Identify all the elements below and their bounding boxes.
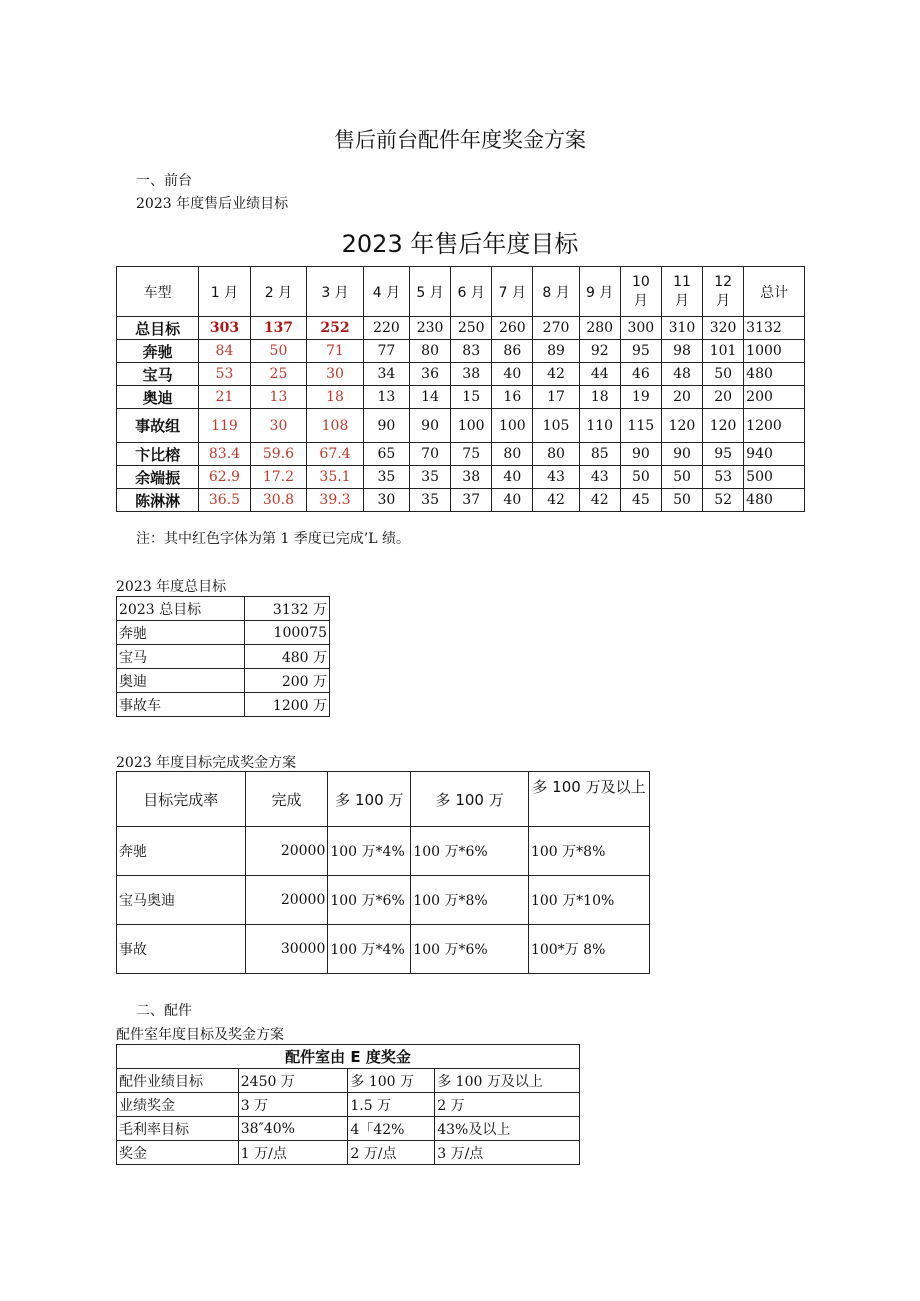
tier2-cell: 100 万*6%: [411, 827, 529, 876]
header-cell: 多 100 万: [328, 772, 411, 827]
tier3-cell: 100 万*8%: [528, 827, 649, 876]
q1-cell: 30: [307, 363, 364, 386]
row-label: 陈淋淋: [117, 489, 199, 512]
row-label: 卞比榕: [117, 443, 199, 466]
header-cell: 6 月: [451, 267, 492, 317]
month-cell: 65: [363, 443, 409, 466]
table-row: [117, 597, 330, 621]
month-cell: 17: [533, 386, 579, 409]
value-cell: 3132 万: [245, 597, 330, 621]
month-cell: 85: [579, 443, 620, 466]
q1-cell: 53: [199, 363, 250, 386]
q1-cell: 303: [199, 317, 250, 340]
row-label: 宝马: [117, 645, 245, 669]
month-cell: 42: [533, 363, 579, 386]
q1-cell: 84: [199, 340, 250, 363]
table-row: [117, 443, 805, 466]
table-row: [117, 621, 330, 645]
total-cell: 200: [744, 386, 805, 409]
total-cell: 3132: [744, 317, 805, 340]
q1-cell: 71: [307, 340, 364, 363]
month-cell: 80: [492, 443, 533, 466]
done-cell: 20000: [245, 827, 328, 876]
month-cell: 20: [703, 386, 744, 409]
header-cell: 7 月: [492, 267, 533, 317]
month-cell: 16: [492, 386, 533, 409]
header-cell: 2 月: [250, 267, 307, 317]
row-label: 配件业绩目标: [117, 1069, 239, 1093]
value-cell: 3 万: [238, 1093, 348, 1117]
row-label: 事故: [117, 925, 246, 974]
value-cell: 2 万: [435, 1093, 580, 1117]
month-cell: 53: [703, 466, 744, 489]
header-cell: 总计: [744, 267, 805, 317]
done-cell: 20000: [245, 876, 328, 925]
total-cell: 480: [744, 489, 805, 512]
header-cell: 10 月: [620, 267, 661, 317]
table-row: [117, 340, 805, 363]
tier1-cell: 100 万*6%: [328, 876, 411, 925]
section-heading-parts: 二、配件: [136, 1003, 192, 1019]
header-cell: 5 月: [410, 267, 451, 317]
month-cell: 120: [703, 409, 744, 443]
row-label: 奔驰: [117, 827, 246, 876]
table3-header-row: [117, 772, 650, 827]
month-cell: 310: [661, 317, 702, 340]
row-label: 奖金: [117, 1141, 239, 1165]
value-cell: 38″40%: [238, 1117, 348, 1141]
table4-header-row: [117, 1045, 580, 1069]
q1-cell: 108: [307, 409, 364, 443]
month-cell: 18: [579, 386, 620, 409]
month-cell: 120: [661, 409, 702, 443]
month-cell: 50: [703, 363, 744, 386]
table-row: [117, 1093, 580, 1117]
month-cell: 90: [410, 409, 451, 443]
q1-cell: 119: [199, 409, 250, 443]
month-cell: 110: [579, 409, 620, 443]
value-cell: 480 万: [245, 645, 330, 669]
table4-title: 配件室年度目标及奖金方案: [116, 1027, 284, 1043]
month-cell: 52: [703, 489, 744, 512]
month-cell: 270: [533, 317, 579, 340]
month-cell: 100: [492, 409, 533, 443]
table-row: [117, 1069, 580, 1093]
parts-bonus-table: [116, 1044, 580, 1165]
row-label: 奔驰: [117, 340, 199, 363]
month-cell: 260: [492, 317, 533, 340]
value-cell: 1200 万: [245, 693, 330, 717]
month-cell: 45: [620, 489, 661, 512]
header-cell: 12 月: [703, 267, 744, 317]
header-cell: 4 月: [363, 267, 409, 317]
q1-cell: 13: [250, 386, 307, 409]
header-cell: 8 月: [533, 267, 579, 317]
header-cell: 目标完成率: [117, 772, 246, 827]
month-cell: 80: [533, 443, 579, 466]
month-cell: 37: [451, 489, 492, 512]
tier1-cell: 100 万*4%: [328, 827, 411, 876]
row-label: 宝马: [117, 363, 199, 386]
value-cell: 4「42%: [348, 1117, 435, 1141]
table-row: [117, 489, 805, 512]
header-cell: 完成: [245, 772, 328, 827]
q1-cell: 17.2: [250, 466, 307, 489]
row-label: 奔驰: [117, 621, 245, 645]
total-cell: 1200: [744, 409, 805, 443]
month-cell: 42: [533, 489, 579, 512]
q1-cell: 35.1: [307, 466, 364, 489]
total-cell: 500: [744, 466, 805, 489]
table-row: [117, 669, 330, 693]
bonus-plan-table: [116, 771, 650, 974]
value-cell: 200 万: [245, 669, 330, 693]
month-cell: 50: [661, 489, 702, 512]
month-cell: 35: [410, 466, 451, 489]
month-cell: 280: [579, 317, 620, 340]
q1-cell: 59.6: [250, 443, 307, 466]
header-cell: 车型: [117, 267, 199, 317]
value-cell: 3 万/点: [435, 1141, 580, 1165]
month-cell: 43: [533, 466, 579, 489]
table-row: [117, 386, 805, 409]
month-cell: 50: [620, 466, 661, 489]
row-label: 业绩奖金: [117, 1093, 239, 1117]
month-cell: 15: [451, 386, 492, 409]
month-cell: 95: [620, 340, 661, 363]
tier2-cell: 100 万*6%: [411, 925, 529, 974]
q1-cell: 30: [250, 409, 307, 443]
month-cell: 19: [620, 386, 661, 409]
table-row: [117, 693, 330, 717]
done-cell: 30000: [245, 925, 328, 974]
q1-cell: 25: [250, 363, 307, 386]
month-cell: 250: [451, 317, 492, 340]
value-cell: 100075: [245, 621, 330, 645]
total-cell: 480: [744, 363, 805, 386]
month-cell: 90: [363, 409, 409, 443]
month-cell: 14: [410, 386, 451, 409]
tier1-cell: 100 万*4%: [328, 925, 411, 974]
table-row: [117, 1117, 580, 1141]
row-label: 毛利率目标: [117, 1117, 239, 1141]
month-cell: 80: [410, 340, 451, 363]
table1-note: 注：其中红色字体为第 1 季度已完成’L 绩。: [136, 531, 411, 547]
document-title: 售后前台配件年度奖金方案: [334, 128, 586, 152]
month-cell: 230: [410, 317, 451, 340]
q1-cell: 67.4: [307, 443, 364, 466]
month-cell: 320: [703, 317, 744, 340]
month-cell: 20: [661, 386, 702, 409]
q1-cell: 21: [199, 386, 250, 409]
month-cell: 43: [579, 466, 620, 489]
row-label: 奥迪: [117, 669, 245, 693]
header-cell: 3 月: [307, 267, 364, 317]
month-cell: 35: [410, 489, 451, 512]
total-cell: 940: [744, 443, 805, 466]
q1-cell: 62.9: [199, 466, 250, 489]
month-cell: 50: [661, 466, 702, 489]
month-cell: 44: [579, 363, 620, 386]
month-cell: 40: [492, 466, 533, 489]
month-cell: 90: [620, 443, 661, 466]
month-cell: 300: [620, 317, 661, 340]
value-cell: 2 万/点: [348, 1141, 435, 1165]
table1-header-row: [117, 267, 805, 317]
q1-cell: 50: [250, 340, 307, 363]
q1-cell: 36.5: [199, 489, 250, 512]
month-cell: 101: [703, 340, 744, 363]
month-cell: 75: [451, 443, 492, 466]
annual-target-table: [116, 266, 805, 512]
month-cell: 40: [492, 363, 533, 386]
month-cell: 86: [492, 340, 533, 363]
month-cell: 30: [363, 489, 409, 512]
total-cell: 1000: [744, 340, 805, 363]
total-target-table: [116, 596, 330, 717]
month-cell: 36: [410, 363, 451, 386]
month-cell: 46: [620, 363, 661, 386]
month-cell: 40: [492, 489, 533, 512]
month-cell: 70: [410, 443, 451, 466]
tier3-cell: 100*万 8%: [528, 925, 649, 974]
tier3-cell: 100 万*10%: [528, 876, 649, 925]
month-cell: 92: [579, 340, 620, 363]
section-subheading: 2023 年度售后业绩目标: [136, 196, 289, 212]
q1-cell: 252: [307, 317, 364, 340]
value-cell: 多 100 万: [348, 1069, 435, 1093]
q1-cell: 137: [250, 317, 307, 340]
header-cell: 多 100 万: [411, 772, 529, 827]
table-row: [117, 827, 650, 876]
row-label: 总目标: [117, 317, 199, 340]
table-row: [117, 317, 805, 340]
table3-title: 2023 年度目标完成奖金方案: [116, 755, 297, 771]
month-cell: 42: [579, 489, 620, 512]
month-cell: 100: [451, 409, 492, 443]
month-cell: 38: [451, 363, 492, 386]
month-cell: 38: [451, 466, 492, 489]
row-label: 事故车: [117, 693, 245, 717]
month-cell: 83: [451, 340, 492, 363]
month-cell: 89: [533, 340, 579, 363]
month-cell: 77: [363, 340, 409, 363]
header-cell: 多 100 万及以上: [528, 772, 649, 827]
section-heading-front: 一、前台: [136, 173, 192, 189]
month-cell: 98: [661, 340, 702, 363]
month-cell: 34: [363, 363, 409, 386]
month-cell: 90: [661, 443, 702, 466]
row-label: 事故组: [117, 409, 199, 443]
q1-cell: 30.8: [250, 489, 307, 512]
month-cell: 13: [363, 386, 409, 409]
table-row: [117, 363, 805, 386]
month-cell: 95: [703, 443, 744, 466]
month-cell: 115: [620, 409, 661, 443]
table2-title: 2023 年度总目标: [116, 579, 227, 595]
row-label: 奥迪: [117, 386, 199, 409]
table-row: [117, 466, 805, 489]
header-cell: 9 月: [579, 267, 620, 317]
table-row: [117, 925, 650, 974]
table1-title: 2023 年售后年度目标: [341, 230, 579, 258]
month-cell: 105: [533, 409, 579, 443]
value-cell: 多 100 万及以上: [435, 1069, 580, 1093]
month-cell: 35: [363, 466, 409, 489]
table-row: [117, 645, 330, 669]
row-label: 2023 总目标: [117, 597, 245, 621]
q1-cell: 39.3: [307, 489, 364, 512]
month-cell: 220: [363, 317, 409, 340]
q1-cell: 83.4: [199, 443, 250, 466]
value-cell: 43%及以上: [435, 1117, 580, 1141]
table-row: [117, 876, 650, 925]
row-label: 宝马奥迪: [117, 876, 246, 925]
row-label: 余端振: [117, 466, 199, 489]
header-cell: 11 月: [661, 267, 702, 317]
table-row: [117, 1141, 580, 1165]
value-cell: 1 万/点: [238, 1141, 348, 1165]
tier2-cell: 100 万*8%: [411, 876, 529, 925]
header-cell: 配件室由 E 度奖金: [117, 1045, 580, 1069]
header-cell: 1 月: [199, 267, 250, 317]
value-cell: 2450 万: [238, 1069, 348, 1093]
month-cell: 48: [661, 363, 702, 386]
table-row: [117, 409, 805, 443]
q1-cell: 18: [307, 386, 364, 409]
value-cell: 1.5 万: [348, 1093, 435, 1117]
